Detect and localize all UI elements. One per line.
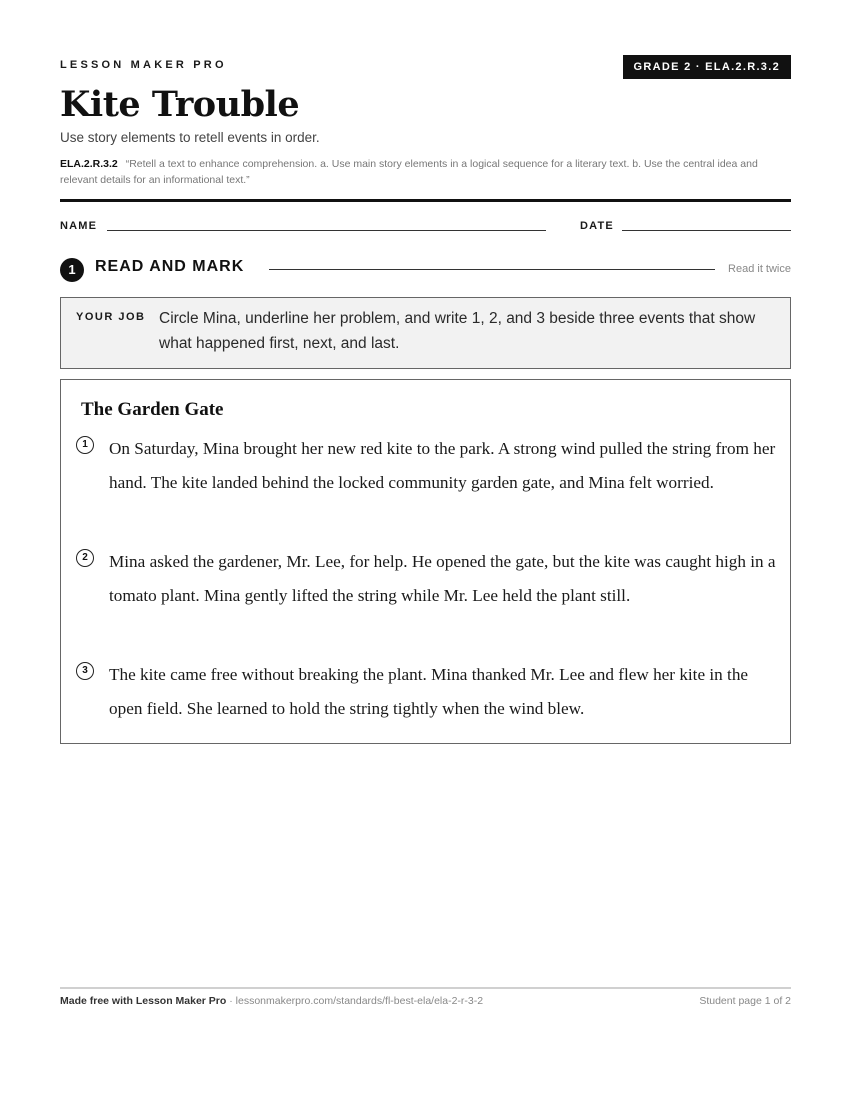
instructions-label: YOUR JOB [76, 311, 146, 323]
page-subtitle: Use story elements to retell events in order. [60, 130, 320, 145]
standard-code: ELA.2.R.3.2 [60, 158, 118, 170]
name-field[interactable] [107, 230, 546, 231]
standard-description [60, 156, 791, 188]
date-label: DATE [580, 220, 614, 232]
story-paragraph-3: The kite came free without breaking the plant. Mina thanked Mr. Lee and flew her kite in the open field. She learned to hold the string tightly when the wind blew. [109, 665, 749, 718]
standard-text: “Retell a text to enhance comprehension. a. Use main story elements in a logical sequence for a literary text. b. Use the central idea and relevant details for an informational text.” [60, 158, 758, 186]
section-note: Read it twice [728, 263, 791, 275]
name-label: NAME [60, 220, 98, 232]
footer-url[interactable]: lessonmakerpro.com/standards/fl-best-ela/ela-2-r-3-2 [235, 995, 484, 1007]
footer-divider [60, 987, 791, 989]
section-divider [269, 269, 715, 270]
footer-separator: · [226, 995, 236, 1007]
brand-name: LESSON MAKER PRO [60, 59, 227, 71]
section-title: READ AND MARK [95, 258, 245, 275]
story-paragraph-2: Mina asked the gardener, Mr. Lee, for help. He opened the gate, but the kite was caught high in a tomato plant. Mina gently lifted the string while Mr. Lee held the plant still. [109, 552, 776, 605]
story-title: The Garden Gate [81, 399, 224, 420]
paragraph-number-2: 2 [76, 549, 94, 567]
section-number-badge: 1 [60, 258, 84, 282]
date-field[interactable] [622, 230, 791, 231]
header-divider [60, 199, 791, 202]
paragraph-number-1: 1 [76, 436, 94, 454]
worksheet-page [60, 0, 791, 1100]
footer-made-with: Made free with Lesson Maker Pro [60, 995, 227, 1007]
instructions-box [60, 297, 791, 369]
instructions-text: Circle Mina, underline her problem, and write 1, 2, and 3 beside three events that show what happened first, next, and last. [159, 310, 756, 352]
page-title: Kite Trouble [60, 84, 300, 125]
footer-page-number: Student page 1 of 2 [699, 995, 791, 1007]
paragraph-number-3: 3 [76, 662, 94, 680]
grade-badge: GRADE 2 · ELA.2.R.3.2 [623, 55, 792, 79]
footer-credit [60, 995, 483, 1007]
story-passage [60, 379, 791, 744]
story-paragraph-1: On Saturday, Mina brought her new red kite to the park. A strong wind pulled the string from her hand. The kite landed behind the locked community garden gate, and Mina felt worried. [109, 439, 776, 492]
